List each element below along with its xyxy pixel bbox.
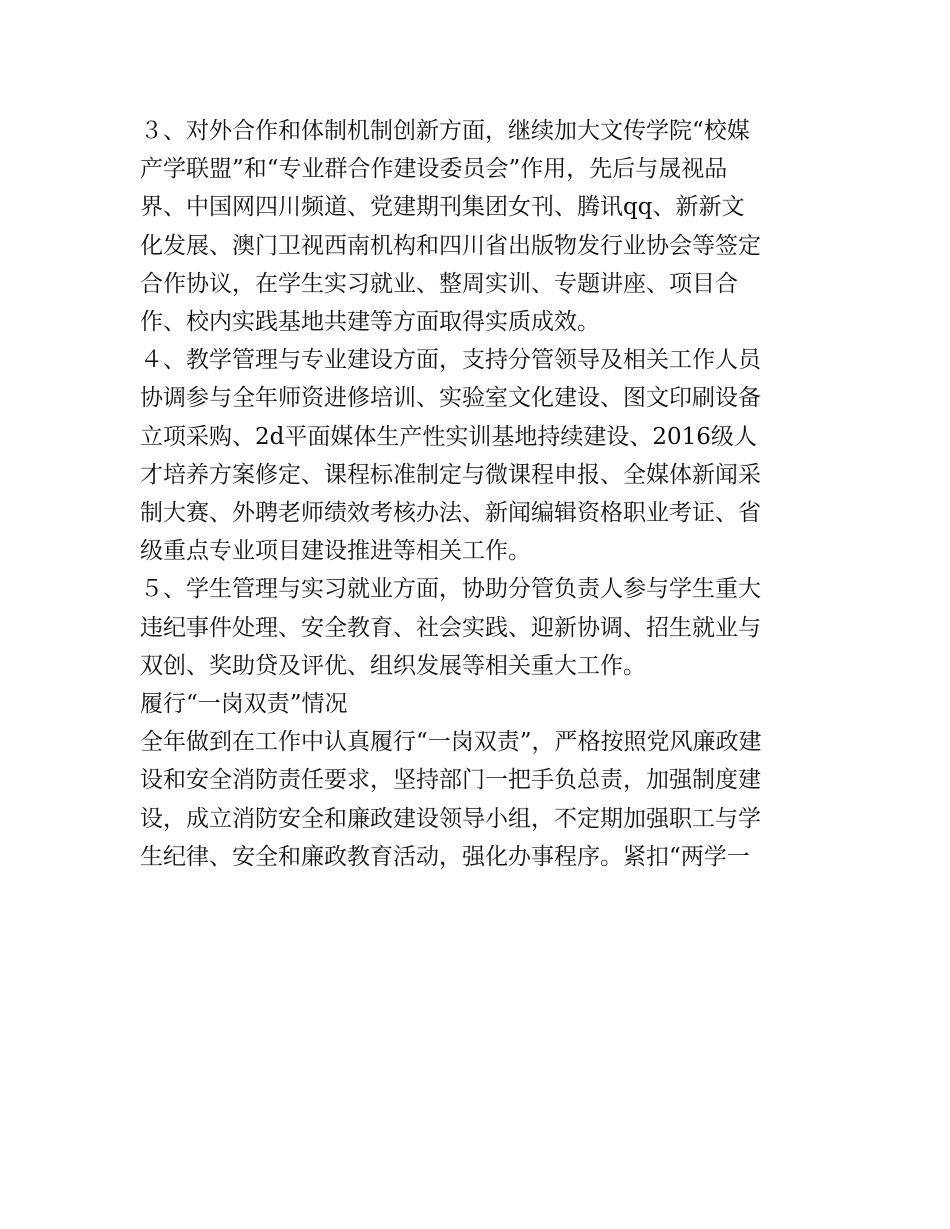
- heading-line: 履行“一岗双责”情况: [140, 691, 348, 718]
- paragraph-student-management: [140, 570, 820, 685]
- text-line: 双创、奖助贷及评优、组织发展等相关重大工作。: [140, 652, 646, 679]
- text-line: 设和安全消防责任要求，坚持部门一把手负总责，加强制度建: [140, 767, 761, 794]
- paragraph-external-cooperation: [140, 112, 820, 341]
- text-line: 全年做到在工作中认真履行“一岗双责”，严格按照党风廉政建: [140, 729, 762, 756]
- text-line: 产学联盟”和“专业群合作建设委员会”作用，先后与晟视品: [140, 156, 728, 183]
- document-body: [140, 112, 820, 876]
- text-line: ４、教学管理与专业建设方面，支持分管领导及相关工作人员: [140, 347, 761, 374]
- text-line: ３、对外合作和体制机制创新方面，继续加大文传学院“校媒: [140, 118, 750, 144]
- text-line: 界、中国网四川频道、党建期刊集团女刊、腾讯qq、新新文: [140, 194, 745, 221]
- text-line: 合作协议，在学生实习就业、整周实训、专题讲座、项目合: [140, 270, 738, 297]
- text-line: 生纪律、安全和廉政教育活动，强化办事程序。紧扣“两学一: [140, 843, 750, 870]
- text-line: 制大赛、外聘老师绩效考核办法、新闻编辑资格职业考证、省: [140, 500, 761, 527]
- section-heading: [140, 685, 820, 723]
- paragraph-responsibility: [140, 723, 820, 876]
- text-line: 违纪事件处理、安全教育、社会实践、迎新协调、招生就业与: [140, 614, 761, 641]
- text-line: ５、学生管理与实习就业方面，协助分管负责人参与学生重大: [140, 576, 761, 603]
- text-line: 设，成立消防安全和廉政建设领导小组，不定期加强职工与学: [140, 805, 761, 832]
- text-line: 立项采购、2d平面媒体生产性实训基地持续建设、2016级人: [140, 423, 757, 450]
- paragraph-teaching-management: [140, 341, 820, 570]
- text-line: 作、校内实践基地共建等方面取得实质成效。: [140, 309, 600, 336]
- text-line: 化发展、澳门卫视西南机构和四川省出版物发行业协会等签定: [140, 232, 761, 259]
- text-line: 级重点专业项目建设推进等相关工作。: [140, 538, 531, 565]
- text-line: 协调参与全年师资进修培训、实验室文化建设、图文印刷设备: [140, 385, 761, 412]
- text-line: 才培养方案修定、课程标准制定与微课程申报、全媒体新闻采: [140, 461, 761, 488]
